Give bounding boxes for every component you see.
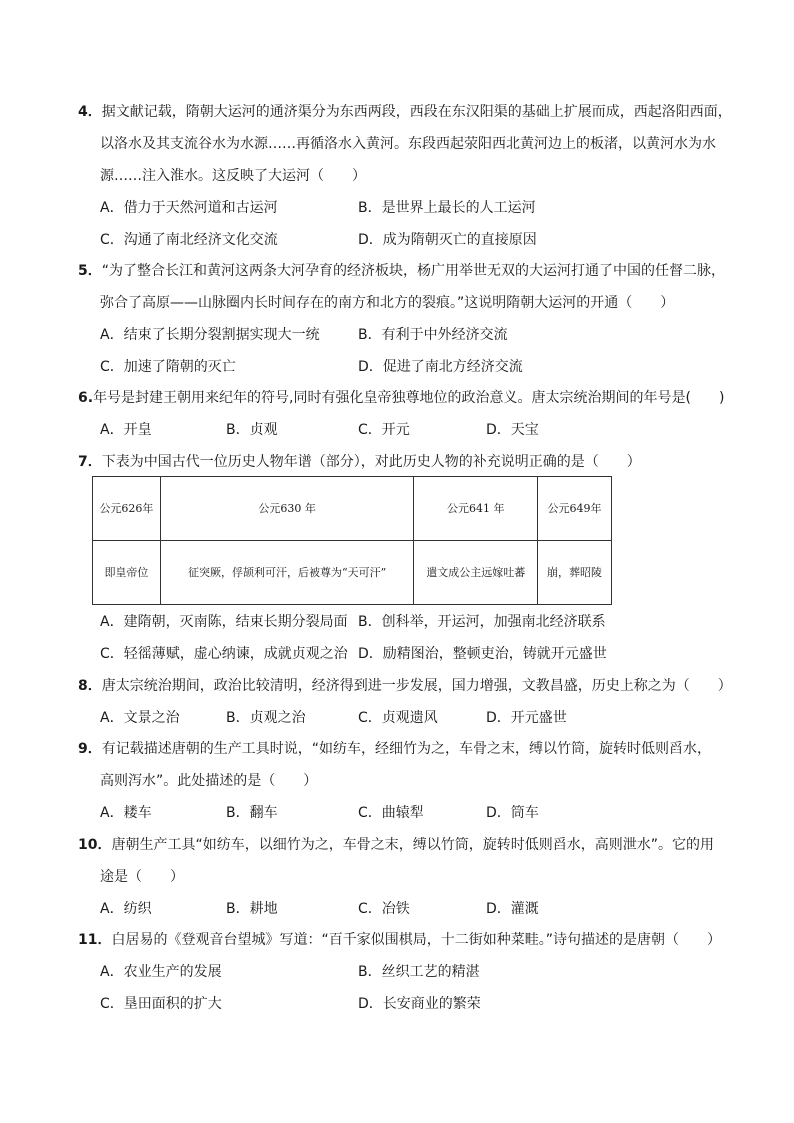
option-d[interactable]: D．天宝: [486, 422, 539, 438]
option-d[interactable]: D．开元盛世: [486, 710, 567, 726]
option-a[interactable]: A．建隋朝，灭南陈，结束长期分裂局面: [100, 614, 348, 630]
option-row: [78, 319, 738, 351]
option-row: [78, 606, 738, 638]
question-text: 唐太宗统治期间，政治比较清明，经济得到进一步发展，国力增强，文教昌盛，历史上称之为（ ）: [101, 678, 732, 694]
option-c[interactable]: C．轻徭薄赋，虚心纳谏，成就贞观之治: [100, 646, 348, 662]
question-5: [78, 255, 738, 383]
table-cell: 公元630 年: [160, 477, 413, 541]
option-row: [78, 702, 738, 734]
option-a[interactable]: A．开皇: [100, 422, 152, 438]
option-b[interactable]: B．贞观之治: [226, 710, 306, 726]
option-c[interactable]: C．曲辕犁: [358, 805, 424, 821]
question-line: [78, 829, 738, 861]
question-number: 6.: [78, 390, 94, 406]
question-line: [78, 96, 738, 128]
question-line: 途是（ ）: [100, 869, 184, 885]
option-row: [78, 988, 738, 1020]
option-c[interactable]: C．垦田面积的扩大: [100, 996, 222, 1012]
option-b[interactable]: B．耕地: [226, 901, 278, 917]
option-b[interactable]: B．丝织工艺的精湛: [358, 964, 480, 980]
question-number: 5．: [78, 263, 102, 279]
option-c[interactable]: C．开元: [358, 422, 410, 438]
table-cell: 公元626年: [93, 477, 161, 541]
question-8: [78, 670, 738, 734]
option-row: [78, 224, 738, 256]
question-text: 下表为中国古代一位历史人物年谱（部分），对此历史人物的补充说明正确的是（ ）: [101, 454, 641, 470]
option-d[interactable]: D．灌溉: [486, 901, 539, 917]
option-a[interactable]: A．文景之治: [100, 710, 180, 726]
question-line: [78, 670, 738, 702]
question-number: 9．: [78, 741, 102, 757]
question-number: 4．: [78, 104, 102, 120]
question-number: 7．: [78, 454, 102, 470]
option-d[interactable]: D．成为隋朝灭亡的直接原因: [358, 232, 537, 248]
question-text: 有记载描述唐朝的生产工具时说，“如纺车，经细竹为之，车骨之末，缚以竹筒，旋转时低则舀水，: [101, 741, 712, 757]
option-d[interactable]: D．长安商业的繁荣: [358, 996, 481, 1012]
table-cell: 公元649年: [538, 477, 612, 541]
table-row: [93, 541, 612, 605]
option-d[interactable]: D．促进了南北方经济交流: [358, 359, 523, 375]
question-4: [78, 96, 738, 256]
question-text: 据文献记载，隋朝大运河的通济渠分为东西两段，西段在东汉阳渠的基础上扩展而成，西起洛阳西面，: [101, 104, 732, 120]
question-text: 唐朝生产工具“如纺车，以细竹为之，车骨之末，缚以竹筒，旋转时低则舀水，高则泄水”。它的用: [111, 837, 714, 853]
option-b[interactable]: B．是世界上最长的人工运河: [358, 200, 536, 216]
question-text: 年号是封建王朝用来纪年的符号,同时有强化皇帝独尊地位的政治意义。唐太宗统治期间的年号是( ): [93, 390, 725, 406]
option-a[interactable]: A．纺织: [100, 901, 152, 917]
option-c[interactable]: C．冶铁: [358, 901, 410, 917]
question-9: [78, 733, 738, 829]
question-7-options: [78, 606, 738, 670]
option-row: [78, 797, 738, 829]
option-row: [78, 893, 738, 925]
timeline-table: [92, 476, 612, 605]
question-11: [78, 924, 738, 1020]
option-c[interactable]: C．加速了隋朝的灭亡: [100, 359, 236, 375]
option-d[interactable]: D．筒车: [486, 805, 539, 821]
question-10: [78, 829, 738, 925]
question-7: [78, 446, 738, 478]
question-number: 8．: [78, 678, 102, 694]
question-line: 以洛水及其支流谷水为水源……再循洛水入黄河。东段西起荥阳西北黄河边上的板渚，以黄河水为水: [100, 136, 716, 152]
table-cell: 崩，葬昭陵: [538, 541, 612, 605]
option-b[interactable]: B．贞观: [226, 422, 278, 438]
option-d[interactable]: D．励精图治，整顿吏治，铸就开元盛世: [358, 646, 607, 662]
table-cell: 遣文成公主远嫁吐蕃: [414, 541, 538, 605]
option-row: [78, 351, 738, 383]
question-line: [78, 255, 738, 287]
question-line: [78, 733, 738, 765]
table-row: [93, 477, 612, 541]
option-a[interactable]: A．农业生产的发展: [100, 964, 222, 980]
option-b[interactable]: B．创科举，开运河，加强南北经济联系: [358, 614, 606, 630]
option-a[interactable]: A．耧车: [100, 805, 152, 821]
option-row: [78, 414, 738, 446]
table-cell: 即皇帝位: [93, 541, 161, 605]
option-row: [78, 638, 738, 670]
question-line: 弥合了高原——山脉圈内长时间存在的南方和北方的裂痕。”这说明隋朝大运河的开通（ ）: [100, 295, 675, 311]
question-line: 源……注入淮水。这反映了大运河（ ）: [100, 168, 366, 184]
option-a[interactable]: A．结束了长期分裂割据实现大一统: [100, 327, 320, 343]
option-c[interactable]: C．贞观遗风: [358, 710, 438, 726]
table-cell: 公元641 年: [414, 477, 538, 541]
option-row: [78, 192, 738, 224]
question-line: [78, 446, 738, 478]
table-cell: 征突厥，俘颉利可汗，后被尊为“天可汗”: [160, 541, 413, 605]
option-b[interactable]: B．翻车: [226, 805, 278, 821]
question-line: 高则泻水”。此处描述的是（ ）: [100, 773, 318, 789]
question-text: 白居易的《登观音台望城》写道：“百千家似围棋局，十二街如种菜畦。”诗句描述的是唐朝（ ）: [111, 932, 721, 948]
question-6: [78, 382, 738, 446]
option-a[interactable]: A．借力于天然河道和古运河: [100, 200, 278, 216]
option-row: [78, 956, 738, 988]
option-b[interactable]: B．有利于中外经济交流: [358, 327, 508, 343]
question-text: “为了整合长江和黄河这两条大河孕育的经济板块，杨广用举世无双的大运河打通了中国的任督二脉，: [101, 263, 726, 279]
question-number: 10．: [78, 837, 112, 853]
question-line: [78, 924, 738, 956]
question-line: [78, 382, 738, 414]
option-c[interactable]: C．沟通了南北经济文化交流: [100, 232, 278, 248]
question-number: 11．: [78, 932, 112, 948]
